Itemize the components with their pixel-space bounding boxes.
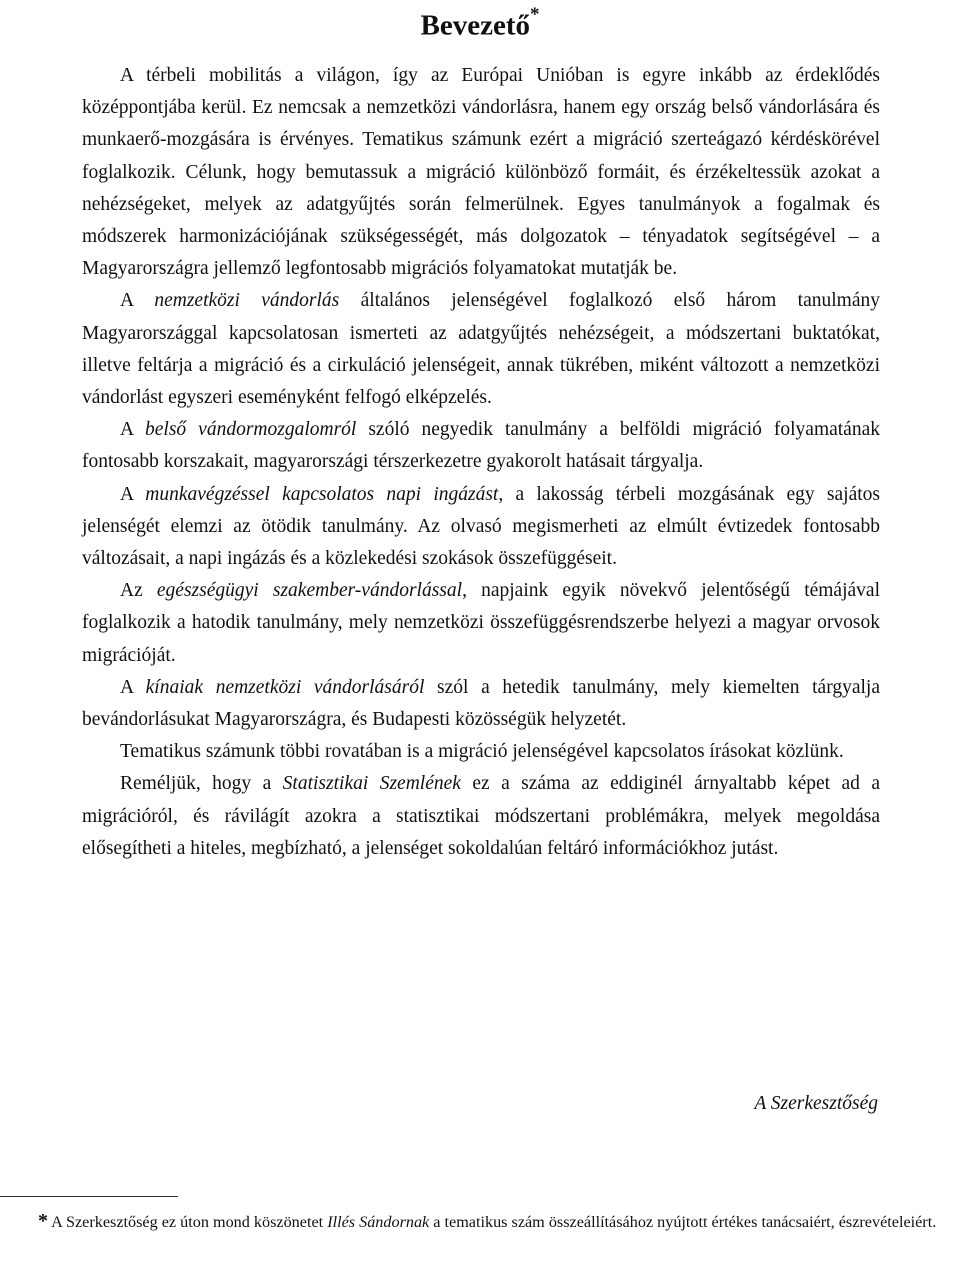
paragraph [82,414,880,478]
footnote-emphasis: Illés Sándornak [327,1213,430,1231]
footnote-text: a tematikus szám összeállításához nyújtott értékes tanácsaiért, észrevételeiért. [429,1213,937,1231]
paragraph-text: általános jelenségével foglalkozó első három tanulmány Magyarországgal kapcsolatosan ismerteti az adatgyűjtés nehézségeit, a módszertani buktatókat, illetve feltárja a migráció és a cirkuláció jelenségeit, annak tükrében, miként változott a nemzetközi vándorlást egyszeri eseményként felfogó elképzelés. [82,290,880,409]
paragraph-text: szól a hetedik tanulmány, mely kiemelten tárgyalja bevándorlásukat Magyarországra, és Budapesti közösségük helyzetét. [82,676,880,731]
paragraph [82,672,880,736]
paragraph [82,285,880,414]
signature: A Szerkesztőség [754,1093,878,1114]
paragraph-text: , napjaink egyik növekvő jelentőségű témájával foglalkozik a hatodik tanulmány, mely nemzetközi összefüggésrendszerbe helyezi a magyar orvosok migrációját. [82,580,880,666]
paragraph-text: ez a száma az eddiginél árnyaltabb képet ad a migrációról, és rávilágít azokra a statisztikai módszertani problémákra, melyek megoldása elősegítheti a hiteles, megbízható, a jelenséget sokoldalúan feltáró információkhoz jutást. [82,773,880,859]
paragraph [82,575,880,672]
article-body [82,60,880,865]
emphasis-text: egészségügyi szakember-vándorlással [156,580,463,602]
footnote-text: A Szerkesztőség ez úton mond köszönetet [51,1213,328,1231]
paragraph-text: , a lakosság térbeli mozgásának egy sajátos jelenségét elemzi az ötödik tanulmány. Az olvasó megismerheti az elmúlt évtizedek fontosabb változásait, a napi ingázás és a közlekedési szokások összefüggéseit. [82,483,880,570]
page-title [0,0,960,45]
title-footnote-mark: * [530,4,540,25]
footnote-mark: * [38,1210,48,1232]
footnote-divider [0,1196,178,1197]
paragraph-text: Az [120,580,157,602]
paragraph [82,736,880,768]
paragraph-text: A [120,483,146,505]
paragraph-text: Reméljük, hogy a [120,773,283,795]
emphasis-text: Statisztikai Szemlének [282,773,461,795]
paragraph-text: A térbeli mobilitás a világon, így az Európai Unióban is egyre inkább az érdeklődés középpontjába kerül. Ez nemcsak a nemzetközi vándorlásra, hanem egy ország belső vándorlására és munkaerő-mozgására is érvényes. Tematikus számunk ezért a migráció szerteágazó kérdéskörével foglalkozik. Célunk, hogy bemutassuk a migráció különböző formáit, és érzékeltessük azokat a nehézségeket, melyek az adatgyűjtés során felmerülnek. Egyes tanulmányok a fogalmak és módszerek harmonizációjának szükségességét, más dolgozatok – tényadatok segítségével – a Magyarországra jellemző legfontosabb migrációs folyamatokat mutatják be. [82,65,880,280]
paragraph-text: A [120,676,146,698]
paragraph [82,768,880,865]
paragraph-text: A [120,419,146,441]
paragraph-text: Tematikus számunk többi rovatában is a migráció jelenségével kapcsolatos írásokat közlünk. [120,741,844,763]
footnote [2,1208,957,1235]
paragraph [82,479,880,576]
emphasis-text: munkavégzéssel kapcsolatos napi ingázást [145,483,499,505]
emphasis-text: nemzetközi vándorlás [154,290,340,312]
paragraph-text: szóló negyedik tanulmány a belföldi migráció folyamatának fontosabb korszakait, magyarországi térszerkezetre gyakorolt hatásait tárgyalja. [82,419,880,473]
title-text: Bevezető [420,9,530,42]
emphasis-text: kínaiak nemzetközi vándorlásáról [145,676,425,698]
paragraph-text: A [120,290,155,312]
emphasis-text: belső vándormozgalomról [145,419,357,441]
paragraph [82,60,880,285]
